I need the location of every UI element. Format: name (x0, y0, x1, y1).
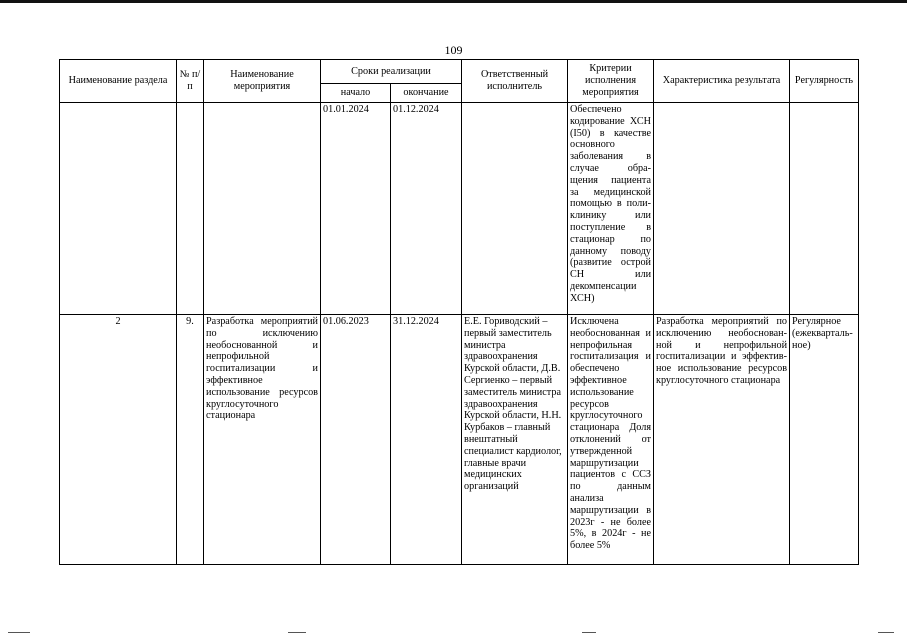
cell-end: 01.12.2024 (391, 103, 462, 315)
scan-mark (878, 632, 894, 633)
header-num: № п/п (177, 60, 204, 103)
cell-criteria: Исключена необоснованная и непрофильная госпитализация и обеспечено эффективное использование ресурсов круглосуточного стационара Доля отклонений от утвержденной маршрутизации пациентов с ССЗ по данным анализа маршрутизации в 2023г - не более 5%, в 2024г - не более 5% (568, 315, 654, 565)
cell-regularity (790, 103, 859, 315)
header-section: Наименование раздела (60, 60, 177, 103)
cell-section: 2 (60, 315, 177, 565)
scan-mark (8, 632, 30, 633)
scan-mark (582, 632, 596, 633)
table-row (60, 103, 859, 315)
scan-mark (288, 632, 306, 633)
cell-criteria: Обеспечено кодирование ХСН (I50) в качестве основного заболевания в случае обра-щения пациента за медицинской помощью в поли-клинику или поступление в стационар по данному поводу (развитие острой СН или декомпенсации ХСН) (568, 103, 654, 315)
cell-start: 01.01.2024 (321, 103, 391, 315)
cell-end: 31.12.2024 (391, 315, 462, 565)
cell-event: Разработка мероприятий по исключению необоснованной и непрофильной госпитализации и эффективное использование ресурсов круглосуточного стационара (204, 315, 321, 565)
cell-num (177, 103, 204, 315)
table-row (60, 315, 859, 565)
cell-num: 9. (177, 315, 204, 565)
events-table (59, 59, 859, 565)
header-end: окончание (391, 84, 462, 103)
header-result: Характеристика результата (654, 60, 790, 103)
cell-responsible: Е.Е. Гориводский – первый заместитель министра здравоохранения Курской области, Д.В. Сергиенко – первый заместитель министра здравоохранения Курской области, Н.Н. Курбаков – главный внештатный специалист кардиолог, главные врачи медицинских организаций (462, 315, 568, 565)
cell-result (654, 103, 790, 315)
cell-section (60, 103, 177, 315)
header-regularity: Регулярность (790, 60, 859, 103)
header-event: Наименование мероприятия (204, 60, 321, 103)
header-criteria: Критерии исполнения мероприятия (568, 60, 654, 103)
header-responsible: Ответственный исполнитель (462, 60, 568, 103)
cell-result: Разработка мероприятий по исключению необоснован-ной и непрофильной госпитализации и эффектив-ное использование ресурсов круглосуточного стационара (654, 315, 790, 565)
cell-start: 01.06.2023 (321, 315, 391, 565)
table-header-row (60, 60, 859, 84)
scan-top-edge (0, 0, 907, 3)
header-start: начало (321, 84, 391, 103)
cell-responsible (462, 103, 568, 315)
cell-event (204, 103, 321, 315)
header-period: Сроки реализации (321, 60, 462, 84)
scan-bottom-marks (0, 632, 907, 634)
page-number: 109 (444, 43, 463, 57)
cell-regularity: Регулярное (ежекварталь-ное) (790, 315, 859, 565)
